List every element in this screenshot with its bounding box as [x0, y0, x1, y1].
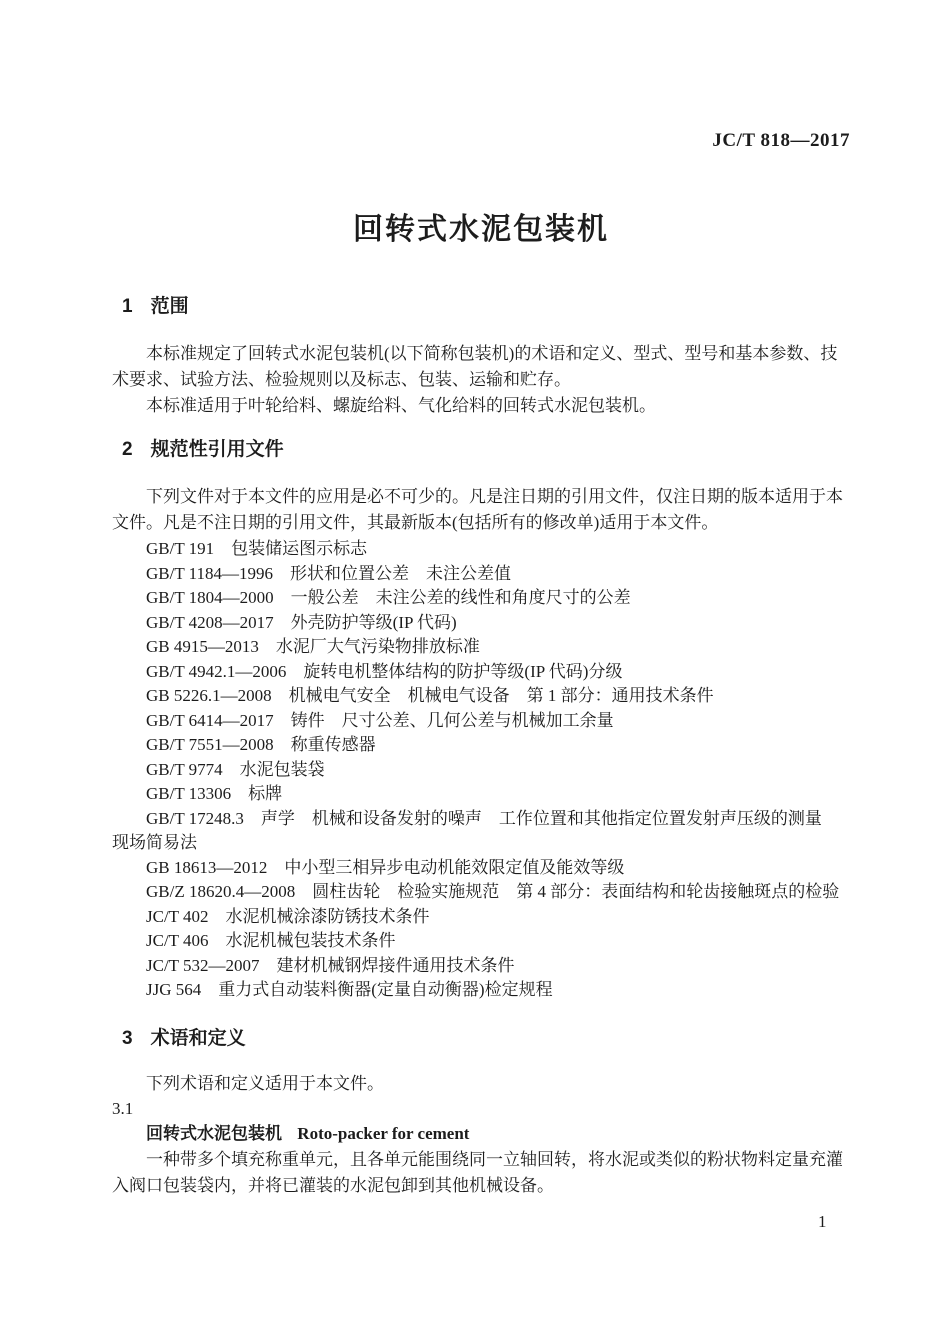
reference-item: GB/T 13306 标牌 [146, 784, 283, 803]
page-content [112, 0, 850, 1199]
reference-item: GB/T 191 包装储运图示标志 [146, 539, 368, 558]
reference-item: GB/T 17248.3 声学 机械和设备发射的噪声 工作位置和其他指定位置发射声压级的测量 现场简易法 [112, 808, 839, 852]
references-intro: 下列文件对于本文件的应用是必不可少的。凡是注日期的引用文件，仅注日期的版本适用于本文件。凡是不注日期的引用文件，其最新版本(包括所有的修改单)适用于本文件。 [112, 487, 843, 532]
reference-item: GB/T 7551—2008 称重传感器 [146, 735, 376, 754]
reference-item: JJG 564 重力式自动装料衡器(定量自动衡器)检定规程 [146, 980, 553, 999]
reference-item: GB/Z 18620.4—2008 圆柱齿轮 检验实施规范 第 4 部分：表面结构和轮齿接触斑点的检验 [146, 882, 840, 901]
section-3-number: 3 [122, 1027, 133, 1049]
term-entry [112, 1121, 850, 1147]
reference-item: GB 4915—2013 水泥厂大气污染物排放标准 [146, 637, 480, 656]
section-3-title: 术语和定义 [150, 1027, 246, 1049]
term-number: 3.1 [112, 1098, 134, 1118]
reference-item: GB/T 6414—2017 铸件 尺寸公差、几何公差与机械加工余量 [146, 710, 614, 730]
term-definition: 一种带多个填充称重单元，且各单元能围绕同一立轴回转，将水泥或类似的粉状物料定量充灌入阀口包装袋内，并将已灌装的水泥包卸到其他机械设备。 [112, 1149, 843, 1195]
reference-item: JC/T 402 水泥机械涂漆防锈技术条件 [146, 906, 430, 926]
running-header [112, 0, 850, 151]
reference-item: GB/T 1804—2000 一般公差 未注公差的线性和角度尺寸的公差 [146, 588, 631, 607]
section-1-title: 范围 [150, 296, 189, 317]
reference-item: JC/T 532—2007 建材机械钢焊接件通用技术条件 [146, 955, 515, 975]
section-2-heading [112, 438, 850, 462]
reference-item: GB 18613—2012 中小型三相异步电动机能效限定值及能效等级 [146, 857, 625, 877]
section-2-title: 规范性引用文件 [150, 439, 284, 460]
section-normative-references [112, 438, 850, 1003]
document-title: 回转式水泥包装机 [353, 213, 609, 246]
reference-item: GB 5226.1—2008 机械电气安全 机械电气设备 第 1 部分：通用技术条件 [146, 686, 714, 705]
reference-item: GB/T 1184—1996 形状和位置公差 未注公差值 [146, 563, 512, 583]
section-1-number: 1 [122, 296, 133, 317]
standard-number: JC/T 818—2017 [712, 130, 850, 151]
section-terms-definitions [112, 1027, 850, 1199]
reference-list [112, 537, 850, 1003]
term-english: Roto-packer for cement [297, 1123, 470, 1143]
reference-item: GB/T 9774 水泥包装袋 [146, 759, 325, 779]
section-scope [112, 295, 850, 419]
page-number: 1 [818, 1212, 827, 1231]
scope-paragraph-1: 本标准规定了回转式水泥包装机(以下简称包装机)的术语和定义、型式、型号和基本参数、技术要求、试验方法、检验规则以及标志、包装、运输和贮存。 [112, 344, 838, 389]
section-2-number: 2 [122, 439, 133, 460]
term-chinese: 回转式水泥包装机 [146, 1123, 282, 1143]
scope-paragraph-2: 本标准适用于叶轮给料、螺旋给料、气化给料的回转式水泥包装机。 [146, 396, 656, 415]
section-3-heading [112, 1027, 850, 1051]
reference-item: GB/T 4208—2017 外壳防护等级(IP 代码) [146, 612, 457, 632]
terms-intro: 下列术语和定义适用于本文件。 [146, 1073, 384, 1093]
reference-item: JC/T 406 水泥机械包装技术条件 [146, 931, 396, 950]
section-1-heading [112, 295, 850, 319]
reference-item: GB/T 4942.1—2006 旋转电机整体结构的防护等级(IP 代码)分级 [146, 661, 623, 681]
